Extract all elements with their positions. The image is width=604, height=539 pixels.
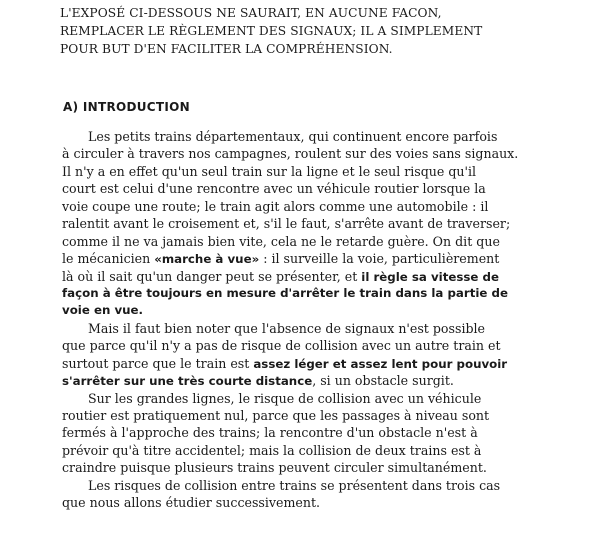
bold-phrase: assez léger et assez lent pour pouvoir [253,356,508,371]
bold-phrase: «marche à vue» [154,252,260,267]
text-line: craindre puisque plusieurs trains peuvent circuler simultanément. [62,460,487,476]
disclaimer-line: REMPLACER LE RÈGLEMENT DES SIGNAUX; IL A SIMPLEMENT [60,24,483,38]
text-line: routier est pratiquement nul, parce que les passages à niveau sont [62,408,490,423]
bold-phrase: s'arrêter sur une très courte distance [62,374,313,389]
text-line [62,355,602,372]
text-line: prévoir qu'à titre accidentel; mais la collision de deux trains est à [62,442,482,458]
text-line: fermés à l'approche des trains; la rencontre d'un obstacle n'est à [62,425,478,441]
text-line: court est celui d'une rencontre avec un véhicule routier lorsque la [62,181,486,197]
text-line: Les petits trains départementaux, qui continuent encore parfois [88,129,498,144]
text-line: comme il ne va jamais bien vite, cela ne le retarde guère. On dit que [62,233,500,249]
text-line: voie coupe une route; le train agit alors comme une automobile : il [62,198,489,214]
text-span: surtout parce que le train est [62,355,254,371]
text-line [62,268,602,285]
bold-line: façon à être toujours en mesure d'arrêter le train dans la partie de [62,285,508,300]
text-span: , si un obstacle surgit. [312,373,454,389]
body-text [62,128,602,512]
text-span: le mécanicien [62,251,155,267]
text-line: Il n'y a en effet qu'un seul train sur la ligne et le seul risque qu'il [62,163,477,179]
disclaimer-line: L'EXPOSÉ CI-DESSOUS NE SAURAIT, EN AUCUNE FACON, [60,6,442,20]
text-line [62,250,602,267]
text-span: : il surveille la voie, particulièrement [259,251,500,267]
disclaimer-line: POUR BUT D'EN FACILITER LA COMPRÉHENSION. [60,42,393,56]
text-line [62,372,602,389]
text-line: Mais il faut bien noter que l'absence de signaux n'est possible [88,320,486,336]
bold-phrase: il règle sa vitesse de [361,269,499,284]
text-line: que parce qu'il n'y a pas de risque de collision avec un autre train et [62,338,501,354]
section-heading: A) INTRODUCTION [63,100,190,114]
text-line: Les risques de collision entre trains se présentent dans trois cas [88,477,501,493]
bold-line: voie en vue. [62,303,144,318]
text-line: à circuler à travers nos campagnes, roulent sur des voies sans signaux. [62,146,519,162]
text-line: que nous allons étudier successivement. [62,495,321,511]
disclaimer-block [60,4,560,58]
text-line: ralentit avant le croisement et, s'il le faut, s'arrête avant de traverser; [62,216,511,232]
text-line: Sur les grandes lignes, le risque de collision avec un véhicule [88,390,482,406]
text-span: là où il sait qu'un danger peut se présenter, et [62,268,362,284]
